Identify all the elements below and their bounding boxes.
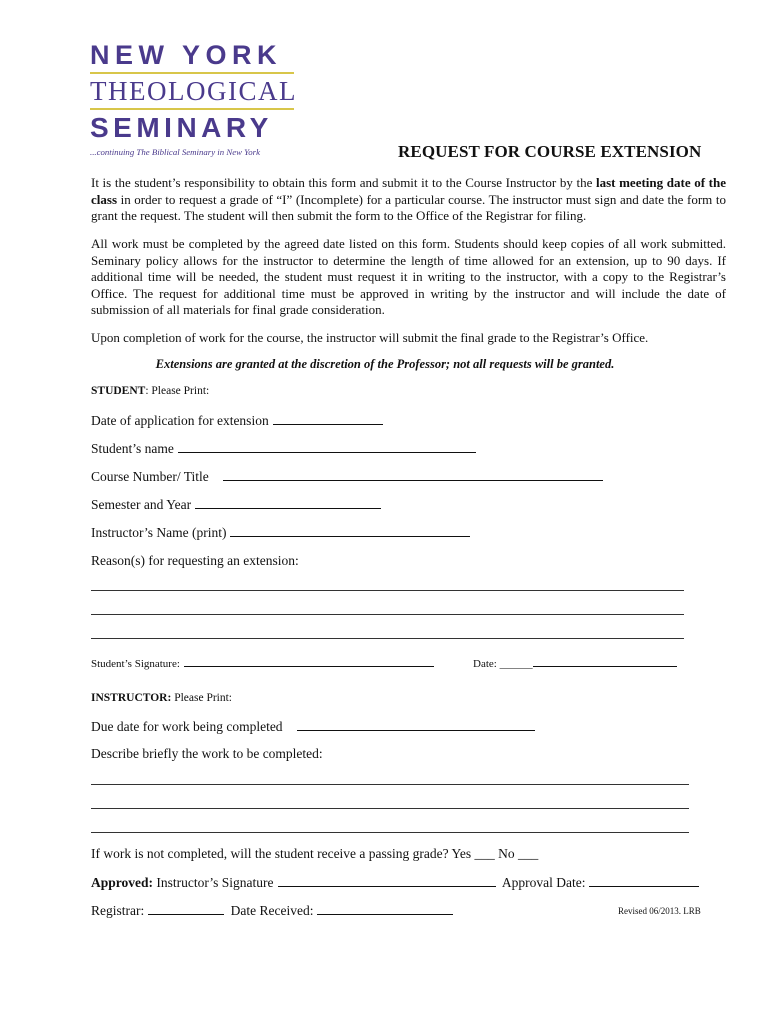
course-row: Course Number/ Title bbox=[91, 468, 603, 485]
work-line-1[interactable] bbox=[91, 784, 689, 785]
registrar-row: Registrar: Date Received: bbox=[91, 902, 453, 919]
intro-paragraph-3: Upon completion of work for the course, the instructor will submit the final grade to the Registrar’s Office. bbox=[91, 330, 649, 345]
logo-rule bbox=[90, 72, 294, 74]
passing-grade-question[interactable]: If work is not completed, will the student receive a passing grade? Yes ___ No ___ bbox=[91, 846, 539, 861]
course-field[interactable] bbox=[223, 468, 603, 481]
revision-note: Revised 06/2013. LRB bbox=[618, 906, 701, 916]
reason-line-1[interactable] bbox=[91, 590, 684, 591]
reason-line-2[interactable] bbox=[91, 614, 684, 615]
work-line-3[interactable] bbox=[91, 832, 689, 833]
student-name-field[interactable] bbox=[178, 440, 476, 453]
registrar-field[interactable] bbox=[148, 902, 224, 915]
due-date-field[interactable] bbox=[297, 718, 535, 731]
student-signature-row: Student’s Signature: bbox=[91, 654, 434, 670]
student-signature-field[interactable] bbox=[184, 654, 434, 667]
approval-date-field[interactable] bbox=[589, 874, 699, 887]
date-of-application-field[interactable] bbox=[273, 412, 383, 425]
instructor-section-heading: INSTRUCTOR: Please Print: bbox=[91, 692, 233, 704]
describe-label: Describe briefly the work to be completed: bbox=[91, 746, 323, 761]
approval-row: Approved: Instructor’s Signature Approval Date: bbox=[91, 874, 699, 891]
date-received-field[interactable] bbox=[317, 902, 453, 915]
reasons-label: Reason(s) for requesting an extension: bbox=[91, 553, 299, 568]
due-date-row: Due date for work being completed bbox=[91, 718, 535, 735]
work-line-2[interactable] bbox=[91, 808, 689, 809]
semester-row: Semester and Year bbox=[91, 496, 381, 513]
logo-line-1: NEW YORK bbox=[90, 40, 283, 70]
instructor-name-row: Instructor’s Name (print) bbox=[91, 524, 470, 541]
logo-rule bbox=[90, 108, 294, 110]
reason-line-3[interactable] bbox=[91, 638, 684, 639]
instructor-name-field[interactable] bbox=[230, 524, 470, 537]
logo-tagline: ...continuing The Biblical Seminary in New York bbox=[90, 147, 260, 157]
instructor-signature-field[interactable] bbox=[278, 874, 496, 887]
date-of-application-row: Date of application for extension bbox=[91, 412, 383, 429]
logo-line-2: THEOLOGICAL bbox=[90, 76, 297, 106]
semester-field[interactable] bbox=[195, 496, 381, 509]
intro-paragraph-1: It is the student’s responsibility to obtain this form and submit it to the Course Instructor by the last meeting date of the class in order to request a grade of “I” (Incomplete) for a particular course. The instructor must sign and date the form to grant the request. The student will then submit the form to the Office of the Registrar for filing. bbox=[91, 175, 726, 223]
logo-line-3: SEMINARY bbox=[90, 112, 273, 143]
student-date-field[interactable] bbox=[533, 654, 677, 667]
student-name-row: Student’s name bbox=[91, 440, 476, 457]
form-title: REQUEST FOR COURSE EXTENSION bbox=[398, 142, 702, 161]
student-section-heading: STUDENT: Please Print: bbox=[91, 385, 210, 397]
extension-notice: Extensions are granted at the discretion of the Professor; not all requests will be granted. bbox=[155, 357, 615, 371]
student-date-row: Date: ______ bbox=[473, 654, 677, 670]
intro-paragraph-2: All work must be completed by the agreed date listed on this form. Students should keep copies of all work submitted. Seminary policy allows for the instructor to determine the length of time allowed for an extension, up to 90 days. If additional time will be needed, the student must request it in writing to the instructor, with a copy to the Registrar’s Office. The request for additional time must be approved in writing by the instructor and will include the date of submission of all materials for final grade consideration. bbox=[91, 236, 726, 317]
seminary-logo bbox=[90, 42, 300, 157]
